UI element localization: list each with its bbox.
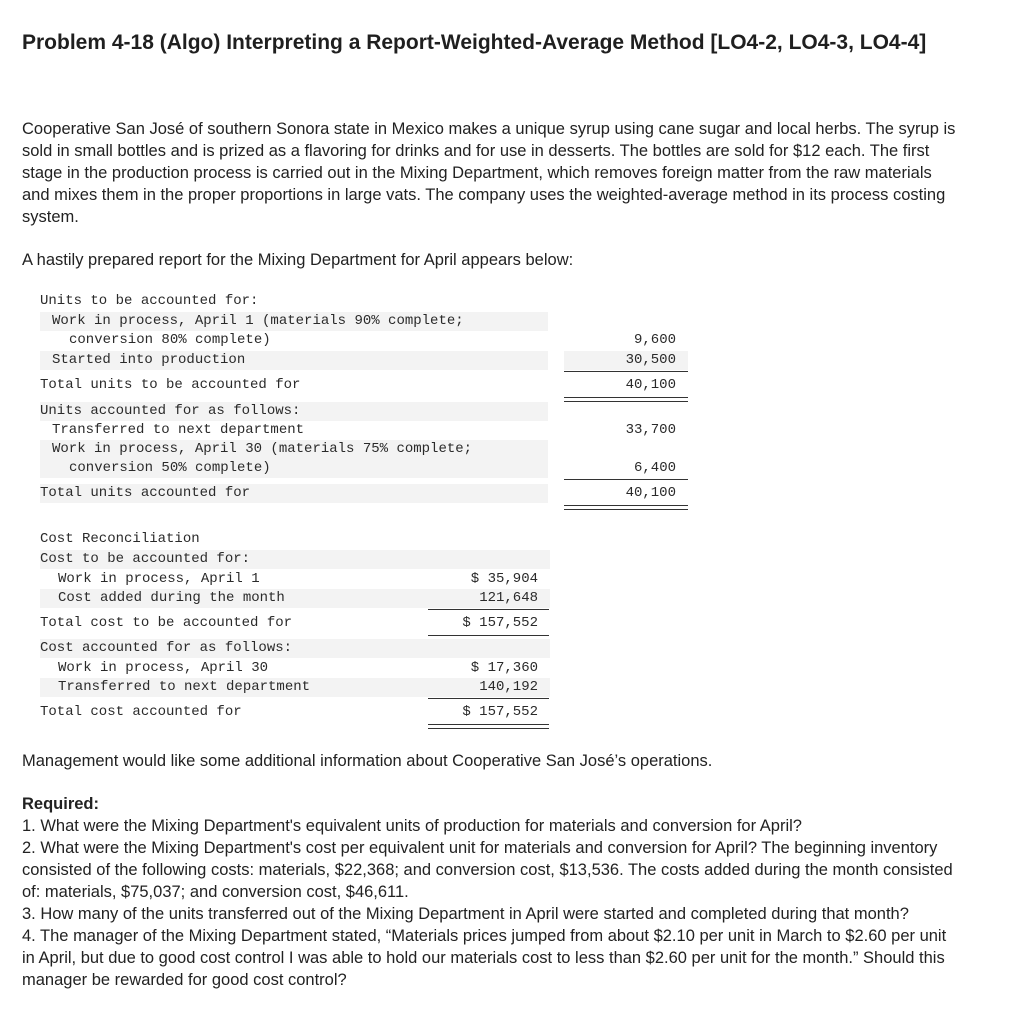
- cost-added-label: Cost added during the month: [40, 589, 550, 608]
- wip-begin-label-1: Work in process, April 1 (materials 90% complete;: [40, 312, 548, 331]
- management-paragraph: Management would like some additional information about Cooperative San José’s operations.: [22, 752, 713, 770]
- cost-added-value: 121,648: [479, 590, 538, 606]
- units-total-double-rule: [564, 397, 688, 402]
- total-cost-for-label: Total cost accounted for: [40, 704, 242, 720]
- cost-wip-begin-label: Work in process, April 1: [58, 571, 260, 587]
- total-cost-to-value: $ 157,552: [462, 615, 538, 631]
- wip-begin-units: 9,600: [633, 332, 676, 348]
- cost-heading: Cost Reconciliation: [40, 531, 200, 547]
- units-subtotal-rule: [564, 371, 688, 372]
- units-total-double-rule-2: [564, 505, 688, 510]
- total-units-to-value: 40,100: [625, 377, 676, 393]
- wip-end-label-1: Work in process, April 30 (materials 75% complete;: [40, 440, 548, 459]
- total-units-to-label: Total units to be accounted for: [40, 377, 301, 393]
- question-4: 4. The manager of the Mixing Department stated, “Materials prices jumped from about $2.10 per unit in March to $2.60 per unit in April, but due to good cost control I was able to hold our materials cost to less than $2.60 per unit for the month.” Should this manager be rewarded for good cost control?: [22, 927, 947, 989]
- question-2: 2. What were the Mixing Department's cost per equivalent unit for materials and conversion for April? The beginning inventory consisted of the following costs: materials, $22,368; and conversion cost, $13,536. The costs added during the month consisted of: materials, $75,037; and conversion cost, $46,611.: [22, 839, 953, 901]
- cost-total-double-rule-2: [428, 724, 549, 729]
- cost-wip-begin-value: $ 35,904: [470, 571, 538, 587]
- cost-to-heading: Cost to be accounted for:: [40, 550, 550, 569]
- cost-for-heading: Cost accounted for as follows:: [40, 639, 550, 658]
- wip-end-units: 6,400: [633, 460, 676, 476]
- cost-wip-end-label: Work in process, April 30: [58, 660, 269, 676]
- required-heading: Required:: [22, 795, 100, 813]
- intro-paragraph: Cooperative San José of southern Sonora state in Mexico makes a unique syrup using cane sugar and local herbs. The syrup is sold in small bottles and is prized as a flavoring for drinks and for use in desserts. The bottles are sold for $12 each. The first stage in the production process is carried out in the Mixing Department, which removes foreign matter from the raw materials and mixes them in the proper proportions in large vats. The company uses the weighted-average method in its process costing system.: [22, 120, 956, 226]
- problem-title: Problem 4-18 (Algo) Interpreting a Report-Weighted-Average Method [LO4-2, LO4-3, LO4-4]: [22, 31, 927, 54]
- wip-end-label-2: conversion 50% complete): [40, 459, 548, 478]
- units-heading: Units to be accounted for:: [40, 293, 259, 309]
- started-label: Started into production: [40, 351, 548, 370]
- cost-transferred-value: 140,192: [479, 679, 538, 695]
- cost-transferred-label: Transferred to next department: [40, 678, 550, 697]
- total-cost-to-label: Total cost to be accounted for: [40, 615, 293, 631]
- cost-wip-end-value: $ 17,360: [470, 660, 538, 676]
- cost-subtotal-rule-2: [428, 698, 549, 699]
- units-subtotal-rule-2: [564, 479, 688, 480]
- report-intro: A hastily prepared report for the Mixing Department for April appears below:: [22, 251, 574, 269]
- question-3: 3. How many of the units transferred out of the Mixing Department in April were started and completed during that month?: [22, 905, 909, 923]
- cost-subtotal-rule: [428, 609, 549, 610]
- transferred-units-value: 33,700: [625, 422, 676, 438]
- total-units-for-value: 40,100: [625, 485, 676, 501]
- total-units-for-label: Total units accounted for: [40, 484, 548, 503]
- required-section: [22, 793, 957, 991]
- wip-begin-label-2: conversion 80% complete): [69, 332, 271, 348]
- total-cost-for-value: $ 157,552: [462, 704, 538, 720]
- transferred-units-label: Transferred to next department: [52, 422, 305, 438]
- units-accounted-heading: Units accounted for as follows:: [40, 402, 548, 421]
- started-units: 30,500: [625, 352, 676, 368]
- question-1: 1. What were the Mixing Department's equivalent units of production for materials and conversion for April?: [22, 817, 802, 835]
